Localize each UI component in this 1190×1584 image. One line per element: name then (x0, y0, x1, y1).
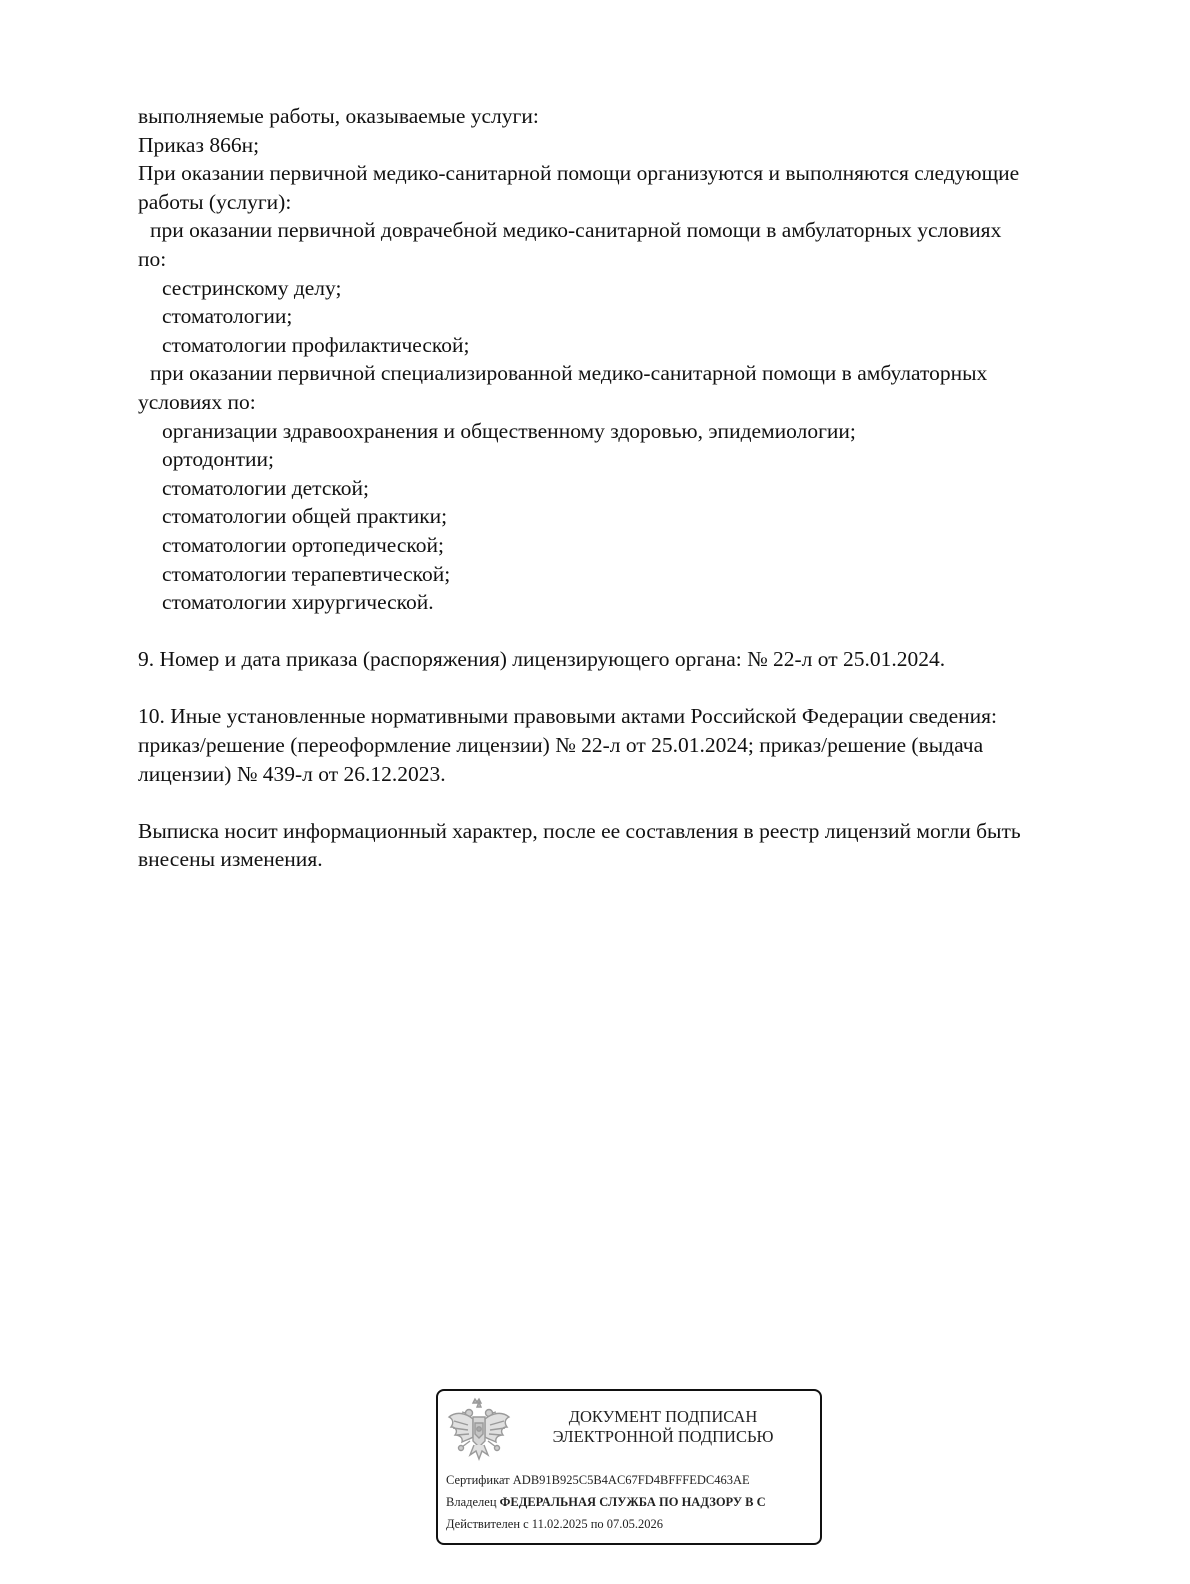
text-line: по: (138, 246, 167, 271)
text-line: работы (услуги): (138, 189, 292, 214)
paragraph-spacer (138, 617, 1128, 646)
document-body (138, 102, 1128, 874)
text-line: условиях по: (138, 389, 256, 414)
item-10-line: лицензии) № 439-л от 26.12.2023. (138, 761, 446, 786)
text-line: Приказ 866н; (138, 132, 260, 157)
item-10-line: 10. Иные установленные нормативными правовыми актами Российской Федерации сведения: (138, 704, 997, 729)
owner-value: ФЕДЕРАЛЬНАЯ СЛУЖБА ПО НАДЗОРУ В С (499, 1495, 766, 1509)
list-item: ортодонтии; (162, 447, 275, 472)
electronic-signature-stamp (436, 1389, 822, 1545)
certificate-row (446, 1469, 766, 1491)
list-item: стоматологии; (162, 304, 293, 329)
stamp-title-line: ДОКУМЕНТ ПОДПИСАН (568, 1407, 758, 1426)
paragraph-spacer (138, 788, 1128, 817)
list-item: стоматологии ортопедической; (162, 532, 445, 557)
list-item: стоматологии общей практики; (162, 504, 448, 529)
certificate-label: Сертификат (446, 1473, 510, 1487)
text-line: выполняемые работы, оказываемые услуги: (138, 104, 539, 128)
validity-row: Действителен с 11.02.2025 по 07.05.2026 (446, 1517, 664, 1531)
text-line: При оказании первичной медико-санитарной помощи организуются и выполняются следующие (138, 161, 1020, 186)
item-9: 9. Номер и дата приказа (распоряжения) лицензирующего органа: № 22-л от 25.01.2024. (138, 647, 946, 672)
list-item: организации здравоохранения и общественному здоровью, эпидемиологии; (162, 418, 856, 443)
list-item: сестринскому делу; (162, 275, 342, 300)
list-item: стоматологии профилактической; (162, 332, 470, 357)
stamp-info (446, 1469, 766, 1535)
certificate-value: ADB91B925C5B4AC67FD4BFFFEDC463AE (512, 1473, 750, 1487)
stamp-title-line: ЭЛЕКТРОННОЙ ПОДПИСЬЮ (552, 1427, 774, 1446)
list-item: стоматологии хирургической. (162, 590, 434, 615)
list-item: стоматологии терапевтической; (162, 561, 451, 586)
note-line: внесены изменения. (138, 847, 323, 872)
note-line: Выписка носит информационный характер, после ее составления в реестр лицензий могли быть (138, 818, 1021, 843)
stamp-title (518, 1407, 808, 1447)
paragraph-spacer (138, 674, 1128, 703)
owner-label: Владелец (446, 1495, 497, 1509)
item-10-line: приказ/решение (переоформление лицензии) № 22-л от 25.01.2024; приказ/решение (выдача (138, 733, 984, 758)
russian-coat-of-arms-icon (446, 1397, 512, 1467)
owner-row (446, 1491, 766, 1513)
list-item: стоматологии детской; (162, 475, 369, 500)
text-line: при оказании первичной доврачебной медико-санитарной помощи в амбулаторных условиях (150, 218, 1002, 243)
text-line: при оказании первичной специализированной медико-санитарной помощи в амбулаторных (150, 361, 988, 386)
